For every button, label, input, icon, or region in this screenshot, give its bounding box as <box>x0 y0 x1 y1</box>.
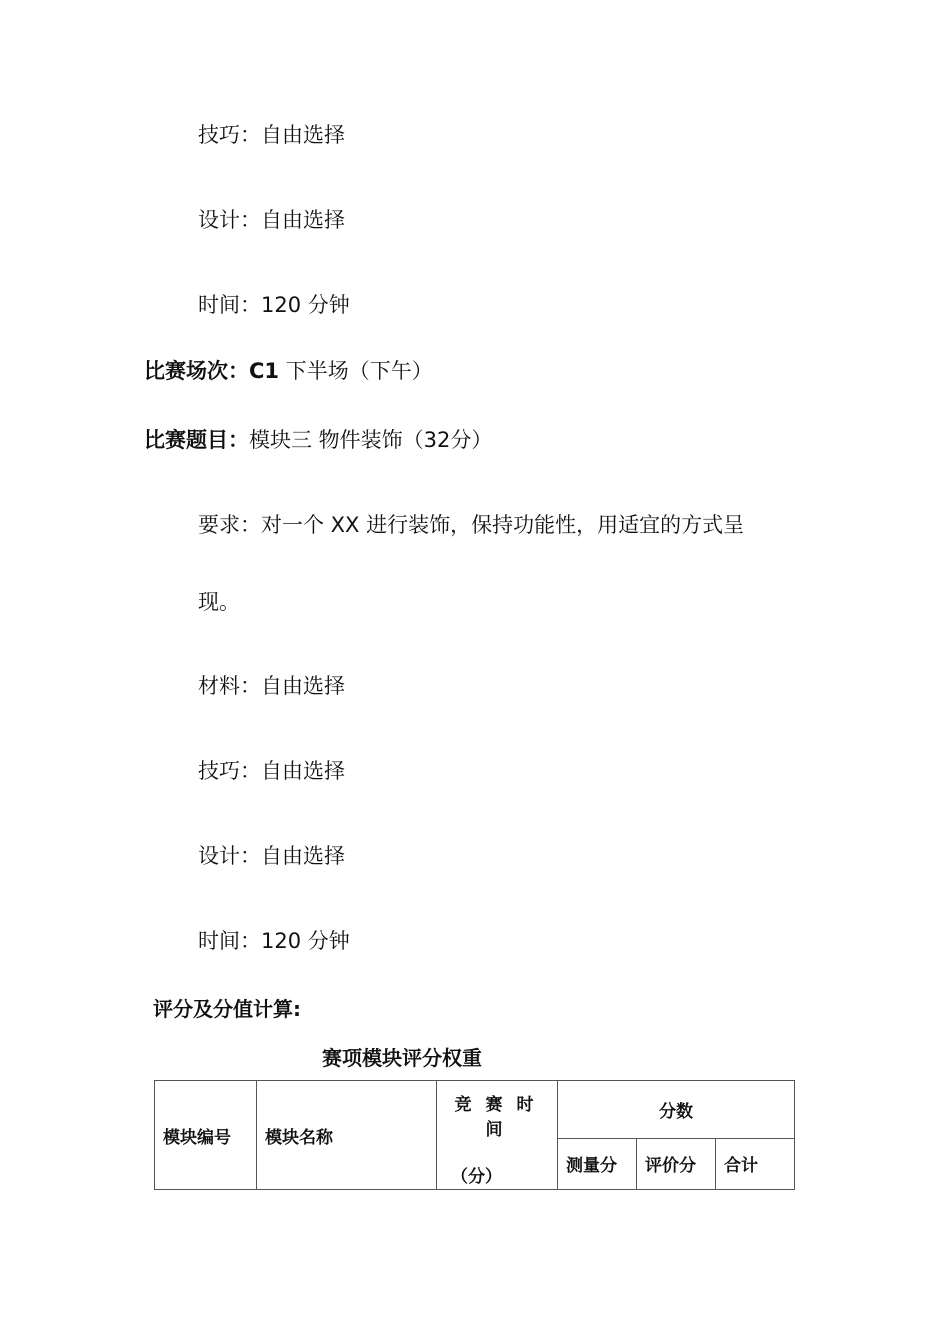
header-total: 合计 <box>716 1138 795 1189</box>
skill-line-upper: 技巧：自由选择 <box>198 123 345 147</box>
score-weight-table <box>154 1080 795 1190</box>
header-module-name: 模块名称 <box>257 1081 437 1190</box>
time-line-lower: 时间：120 分钟 <box>198 929 350 953</box>
design-line-lower: 设计：自由选择 <box>198 844 345 868</box>
topic-value: 模块三 物件装饰（32分） <box>249 428 493 452</box>
header-time-line2: （分） <box>451 1166 502 1187</box>
header-time-line1: 竞赛时间 <box>454 1094 548 1140</box>
session-label: 比赛场次： <box>144 359 249 383</box>
session-code: C1 <box>249 359 280 383</box>
score-table-title: 赛项模块评分权重 <box>322 1046 482 1070</box>
material-line: 材料：自由选择 <box>198 674 345 698</box>
requirement-line-2: 现。 <box>198 590 240 614</box>
time-line-upper: 时间：120 分钟 <box>198 293 350 317</box>
header-score: 分数 <box>558 1081 795 1139</box>
session-heading <box>144 357 433 385</box>
topic-heading <box>144 426 492 454</box>
design-line-upper: 设计：自由选择 <box>198 208 345 232</box>
skill-line-lower: 技巧：自由选择 <box>198 759 345 783</box>
header-module-id: 模块编号 <box>155 1081 257 1190</box>
requirement-line-1: 要求：对一个 XX 进行装饰，保持功能性，用适宜的方式呈 <box>198 513 745 537</box>
session-value: 下半场（下午） <box>279 359 433 383</box>
topic-label: 比赛题目： <box>144 428 249 452</box>
scoring-section-title: 评分及分值计算: <box>153 997 301 1021</box>
header-measure-score: 测量分 <box>558 1138 637 1189</box>
table-header-row <box>155 1081 795 1139</box>
header-time <box>437 1081 558 1190</box>
header-judge-score: 评价分 <box>637 1138 716 1189</box>
